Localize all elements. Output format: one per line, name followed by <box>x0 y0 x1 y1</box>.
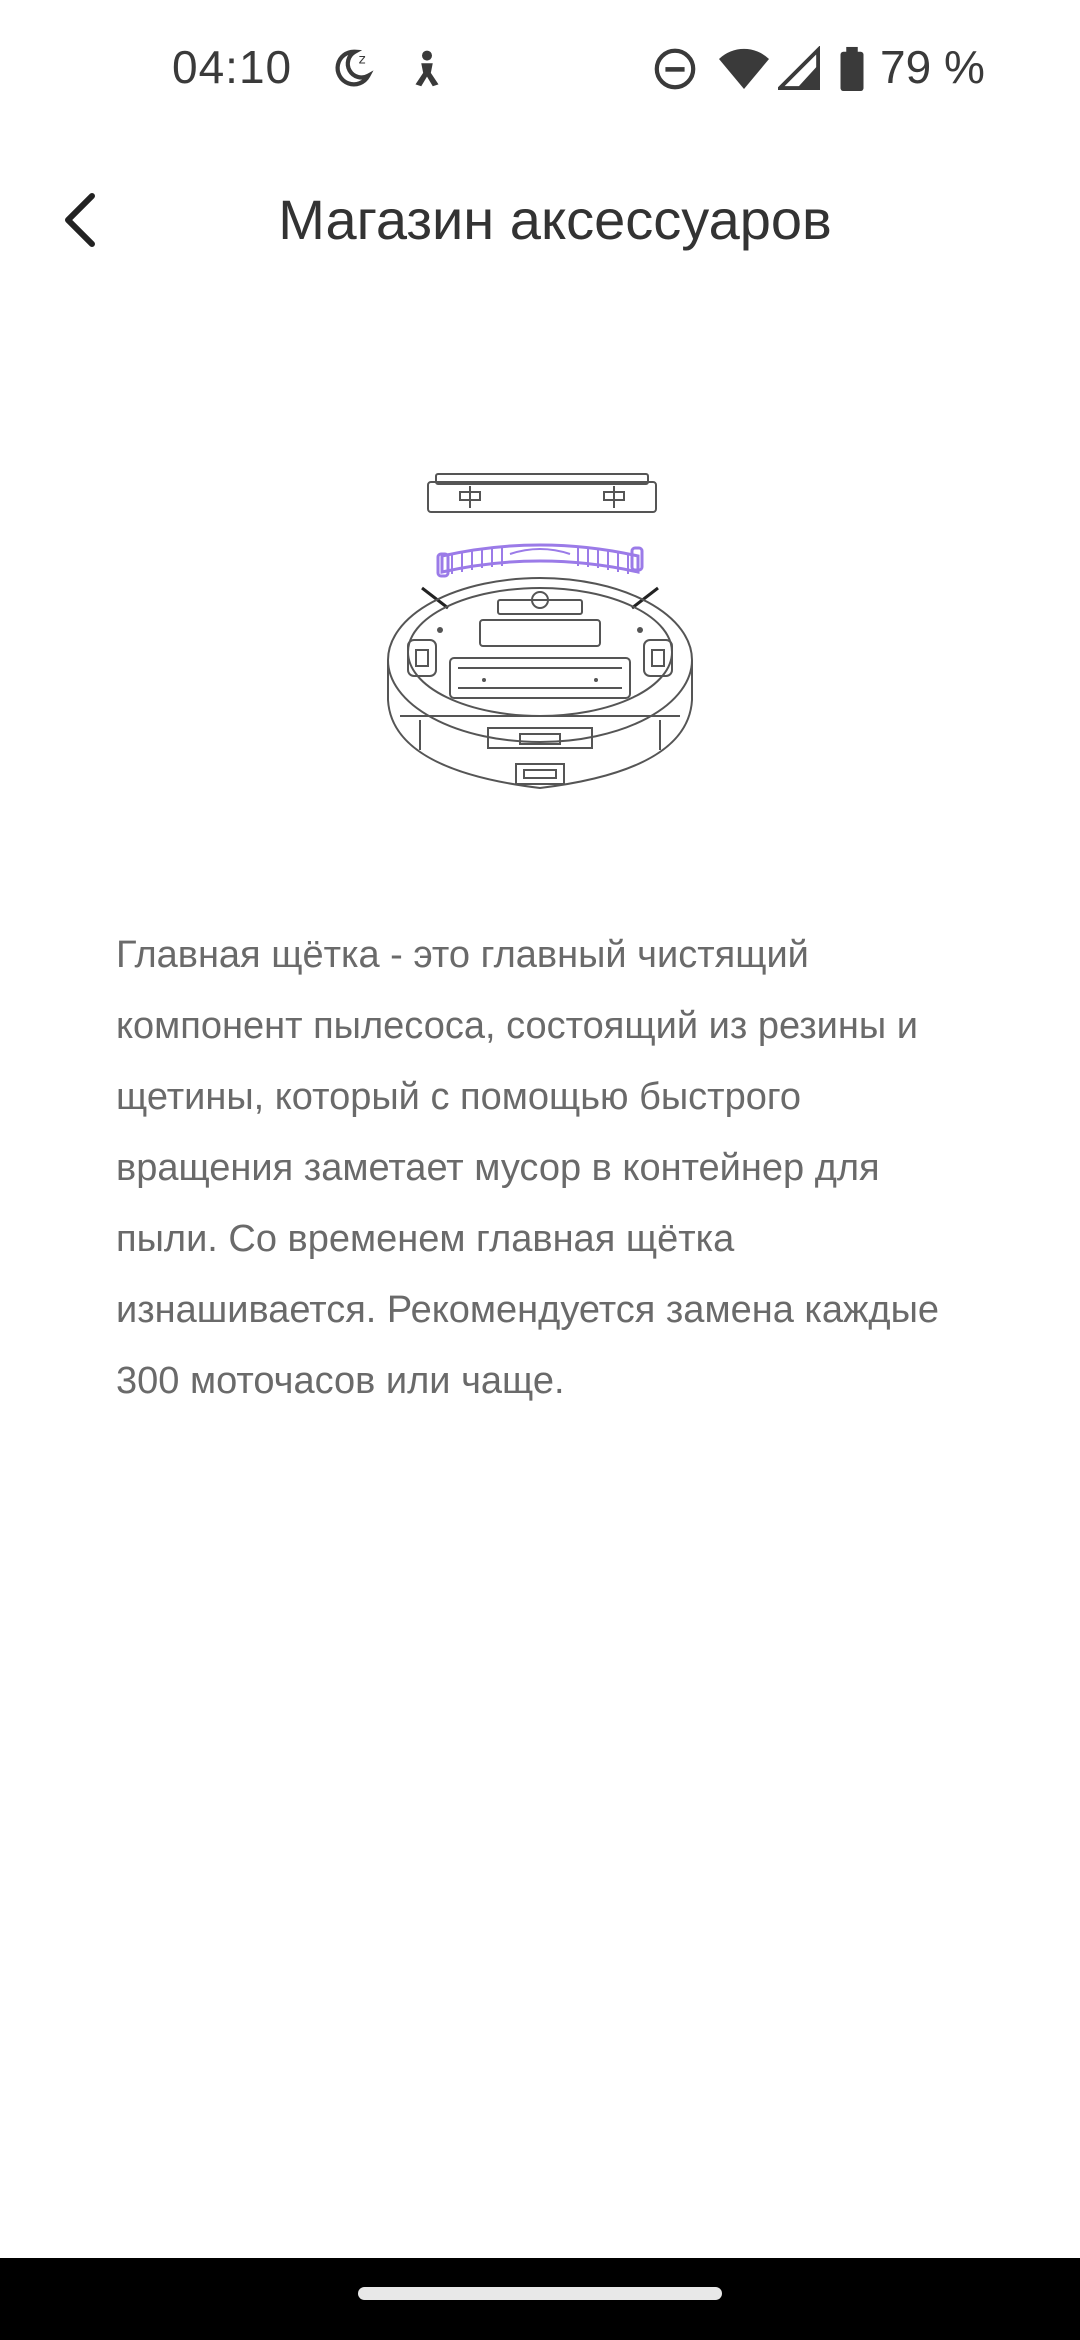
accessory-description: Главная щётка - это главный чистящий компонент пылесоса, состоящий из резины и щетины, который с помощью быстрого вращения заметает мусор в контейнер для пыли. Со временем главная щётка изнашивается. Рекомендуется замена каждые 300 моточасов или чаще. <box>116 934 940 1402</box>
battery-icon <box>838 46 866 97</box>
accessibility-icon <box>404 46 450 97</box>
wifi-icon <box>718 46 770 97</box>
signal-icon <box>778 46 820 97</box>
status-time: 04:10 <box>172 41 293 93</box>
robot-vacuum-illustration <box>380 470 700 800</box>
battery-percent: 79 % <box>880 41 985 93</box>
dnd-icon <box>652 46 698 97</box>
status-bar <box>0 0 1080 140</box>
home-indicator[interactable] <box>358 2287 722 2300</box>
page-title: Магазин аксессуаров <box>278 188 832 251</box>
moon-icon <box>328 46 374 97</box>
svg-text:z: z <box>358 52 366 68</box>
